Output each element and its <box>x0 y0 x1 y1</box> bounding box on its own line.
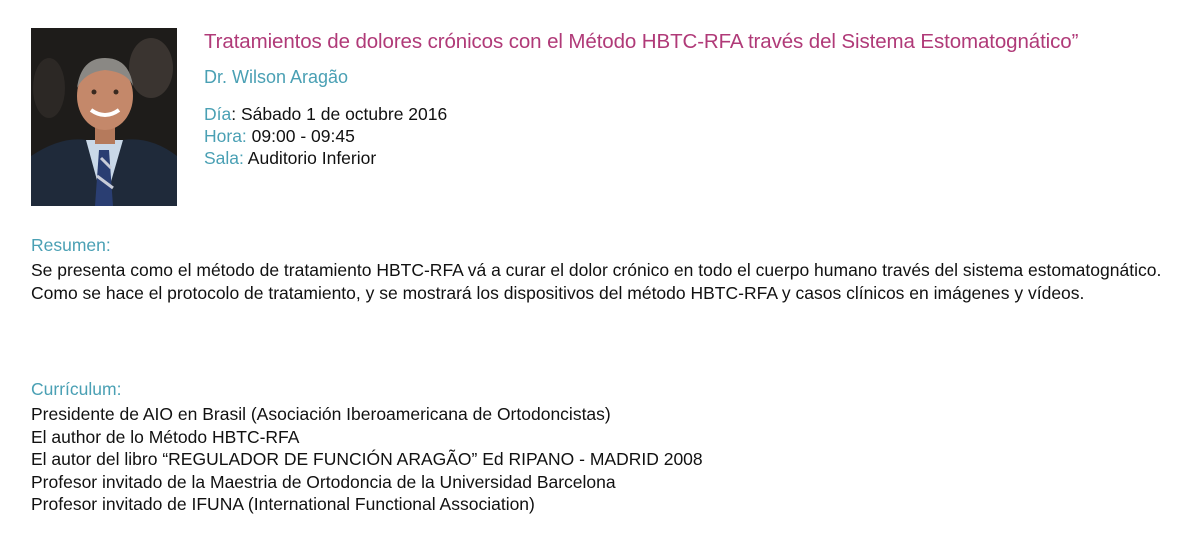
room-label: Sala: <box>204 148 244 168</box>
room-row <box>204 147 447 169</box>
summary-body <box>31 259 1181 304</box>
time-label: Hora: <box>204 126 247 146</box>
summary-heading: Resumen: <box>31 235 111 255</box>
room-value: Auditorio Inferior <box>243 148 377 168</box>
curriculum-list <box>31 403 703 516</box>
curriculum-item: El author de lo Método HBTC-RFA <box>31 426 300 447</box>
speaker-name: Dr. Wilson Aragão <box>204 67 349 87</box>
curriculum-item: Profesor invitado de la Maestria de Ortodoncia de la Universidad Barcelona <box>31 471 616 492</box>
talk-details <box>204 103 447 169</box>
day-label: Día <box>204 104 232 124</box>
speaker-photo <box>31 28 177 206</box>
summary-paragraph: Como se hace el protocolo de tratamiento, y se mostrará los dispositivos del método HBTC-RFA y casos clínicos en imágenes y vídeos. <box>31 282 1085 303</box>
curriculum-item: Presidente de AIO en Brasil (Asociación Iberoamericana de Ortodoncistas) <box>31 404 611 424</box>
summary-paragraph: Se presenta como el método de tratamiento HBTC-RFA vá a curar el dolor crónico en todo el cuerpo humano través del sistema estomatognático. <box>31 260 1162 280</box>
curriculum-heading: Currículum: <box>31 379 122 399</box>
day-row <box>204 103 447 125</box>
time-row <box>204 125 447 147</box>
day-value: : Sábado 1 de octubre 2016 <box>231 104 448 124</box>
talk-title: Tratamientos de dolores crónicos con el Método HBTC-RFA través del Sistema Estomatognático” <box>204 30 1079 53</box>
curriculum-item: Profesor invitado de IFUNA (International Functional Association) <box>31 494 535 514</box>
time-value: 09:00 - 09:45 <box>246 126 355 146</box>
curriculum-item: El autor del libro “REGULADOR DE FUNCIÓN ARAGÃO” Ed RIPANO - MADRID 2008 <box>31 449 703 469</box>
